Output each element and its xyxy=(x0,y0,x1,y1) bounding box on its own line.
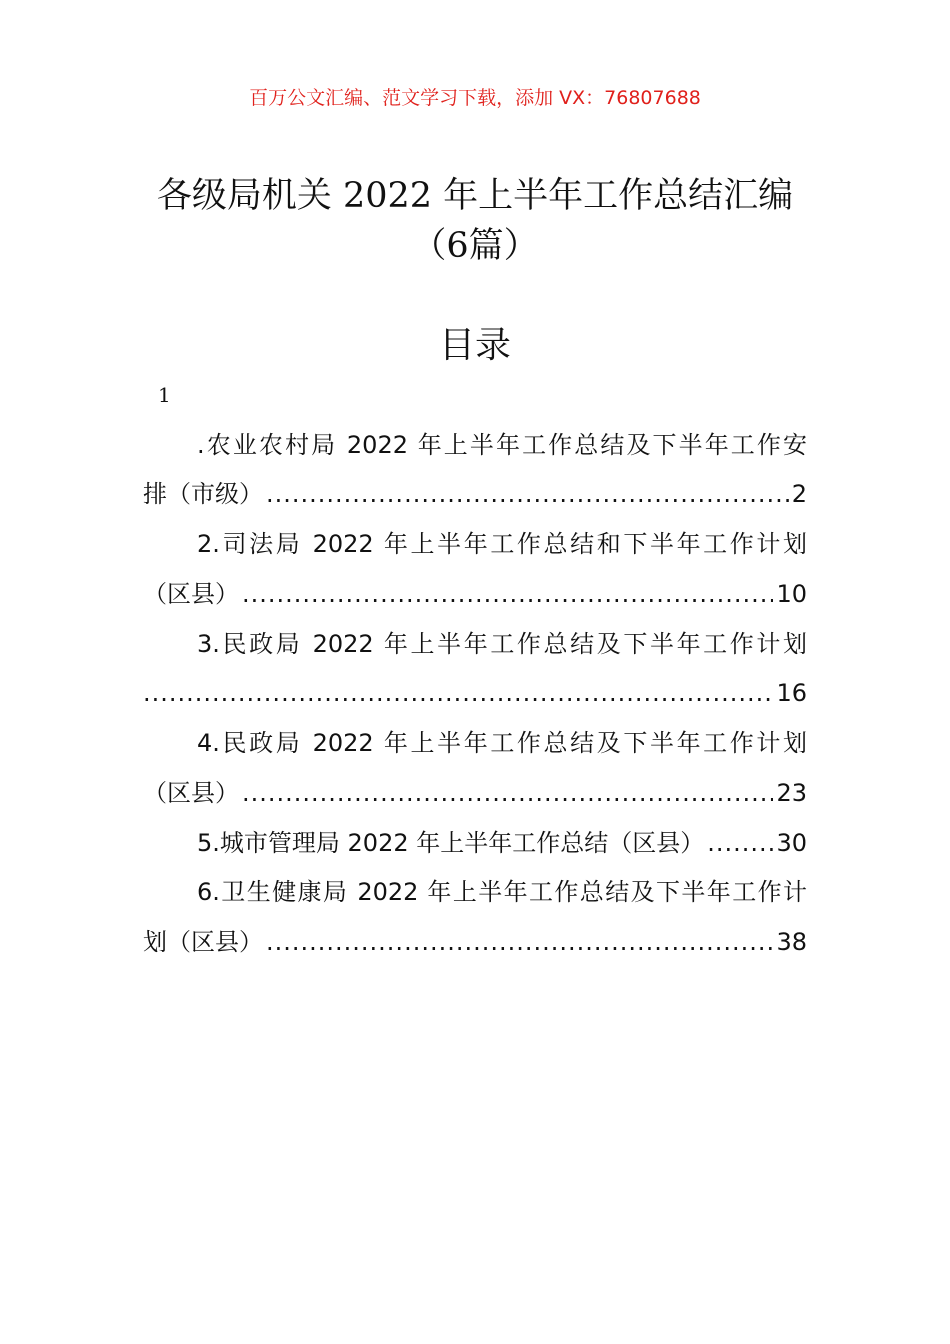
toc-entry-6-line2[interactable] xyxy=(143,925,807,959)
leader-dots xyxy=(707,826,773,860)
toc-entry-4-label: （区县） xyxy=(143,779,239,807)
toc-entry-6-label: 划（区县） xyxy=(143,928,263,956)
toc-entry-6-page: 38 xyxy=(776,928,807,956)
toc-entry-2-line2[interactable] xyxy=(143,577,807,611)
toc-entry-3-page: 16 xyxy=(776,679,807,707)
toc-entry-1-line1[interactable]: .农业农村局 2022 年上半年工作总结及下半年工作安 xyxy=(197,431,807,459)
toc-entry-1-label: 排（市级） xyxy=(143,480,263,508)
toc-entry-2-line1[interactable]: 2.司法局 2022 年上半年工作总结和下半年工作计划 xyxy=(197,530,807,558)
toc-heading: 目录 xyxy=(438,325,511,366)
leader-dots xyxy=(266,925,773,959)
leader-dots xyxy=(242,577,773,611)
document-title: 各级局机关 2022 年上半年工作总结汇编 xyxy=(156,176,794,216)
toc-entry-2-label: （区县） xyxy=(143,580,239,608)
toc-entry-5-label: 5.城市管理局 2022 年上半年工作总结（区县） xyxy=(197,829,705,857)
toc-entry-5-page: 30 xyxy=(776,829,807,857)
leader-dots xyxy=(242,776,773,810)
toc-entry-3-line2[interactable] xyxy=(143,676,807,710)
toc-entry-6-line1[interactable]: 6.卫生健康局 2022 年上半年工作总结及下半年工作计 xyxy=(197,878,807,906)
promo-banner: 百万公文汇编、范文学习下载，添加 VX：76807688 xyxy=(249,87,701,109)
toc-entry-4-line2[interactable] xyxy=(143,776,807,810)
toc-entry-4-line1[interactable]: 4.民政局 2022 年上半年工作总结及下半年工作计划 xyxy=(197,729,807,757)
list-marker: 1 xyxy=(158,383,171,407)
toc-entry-4-page: 23 xyxy=(776,779,807,807)
toc-entry-1-page: 2 xyxy=(791,480,807,508)
toc-entry-3-line1[interactable]: 3.民政局 2022 年上半年工作总结及下半年工作计划 xyxy=(197,630,807,658)
leader-dots xyxy=(143,676,773,710)
document-subtitle: （6篇） xyxy=(411,226,539,266)
toc-entry-2-page: 10 xyxy=(776,580,807,608)
toc-entry-5-line1[interactable] xyxy=(143,826,807,860)
leader-dots xyxy=(266,477,789,511)
toc-entry-1-line2[interactable] xyxy=(143,477,807,511)
